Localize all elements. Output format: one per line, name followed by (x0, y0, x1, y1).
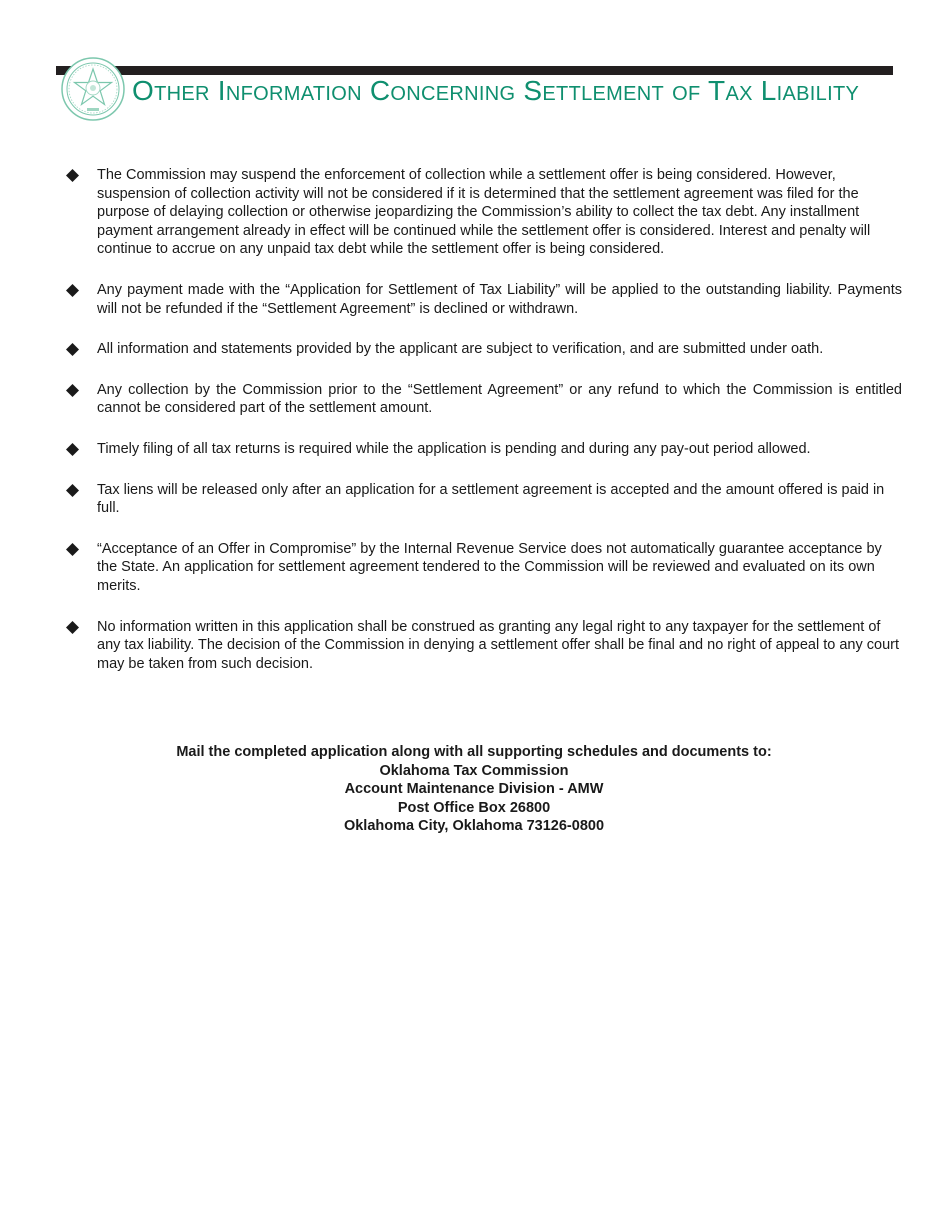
list-item-text: The Commission may suspend the enforcement of collection while a settlement offer is being considered. However, suspension of collection activity will not be considered if it is determined that the settlement agreement was filed for the purpose of delaying collection or otherwise jeopardizing the Commission’s ability to collect the tax debt. Any installment payment arrangement already in effect will be continued while the settlement offer is considered. Interest and penalty will continue to accrue on any unpaid tax debt while the settlement offer is being considered. (97, 167, 871, 258)
diamond-bullet-icon (66, 343, 79, 356)
diamond-bullet-icon (66, 384, 79, 397)
list-item-text: “Acceptance of an Offer in Compromise” by the Internal Revenue Service does not automatically guarantee acceptance by the State. An application for settlement agreement tendered to the Commission will be reviewed and evaluated on its own merits. (97, 540, 882, 594)
information-list (66, 166, 902, 695)
mailing-po-box: Post Office Box 26800 (397, 799, 551, 816)
mailing-instruction: Mail the completed application along with all supporting schedules and documents to: (176, 744, 772, 760)
diamond-bullet-icon (66, 543, 79, 556)
list-item (66, 440, 902, 459)
list-item (66, 340, 902, 359)
diamond-bullet-icon (66, 621, 79, 634)
diamond-bullet-icon (66, 169, 79, 182)
list-item-text: No information written in this application shall be construed as granting any legal right to any taxpayer for the settlement of any tax liability. The decision of the Commission in denying a settlement offer shall be final and no right of appeal to any court may be taken from such decision. (97, 618, 899, 672)
list-item (66, 481, 902, 518)
list-item-text: Any payment made with the “Application for Settlement of Tax Liability” will be applied to the outstanding liability. Payments will not be refunded if the “Settlement Agreement” is declined or withdrawn. (97, 281, 902, 317)
list-item-text: All information and statements provided by the applicant are subject to verification, and are submitted under oath. (97, 341, 824, 358)
list-item (66, 166, 902, 259)
list-item (66, 281, 902, 318)
mailing-address-block (0, 743, 948, 836)
list-item (66, 381, 902, 418)
diamond-bullet-icon (66, 284, 79, 297)
list-item-text: Tax liens will be released only after an application for a settlement agreement is accepted and the amount offered is paid in full. (97, 481, 885, 517)
diamond-bullet-icon (66, 443, 79, 456)
list-item-text: Timely filing of all tax returns is required while the application is pending and during any pay-out period allowed. (97, 440, 811, 457)
mailing-city-state-zip: Oklahoma City, Oklahoma 73126-0800 (343, 818, 605, 835)
list-item-text: Any collection by the Commission prior to the “Settlement Agreement” or any refund to which the Commission is entitled cannot be considered part of the settlement amount. (97, 381, 902, 417)
state-seal-icon (61, 57, 125, 121)
mailing-organization: Oklahoma Tax Commission (379, 762, 569, 779)
list-item (66, 540, 902, 596)
page-title: Other Information Concerning Settlement of Tax Liability (132, 75, 860, 106)
diamond-bullet-icon (66, 484, 79, 497)
list-item (66, 618, 902, 674)
mailing-division: Account Maintenance Division - AMW (344, 781, 604, 798)
